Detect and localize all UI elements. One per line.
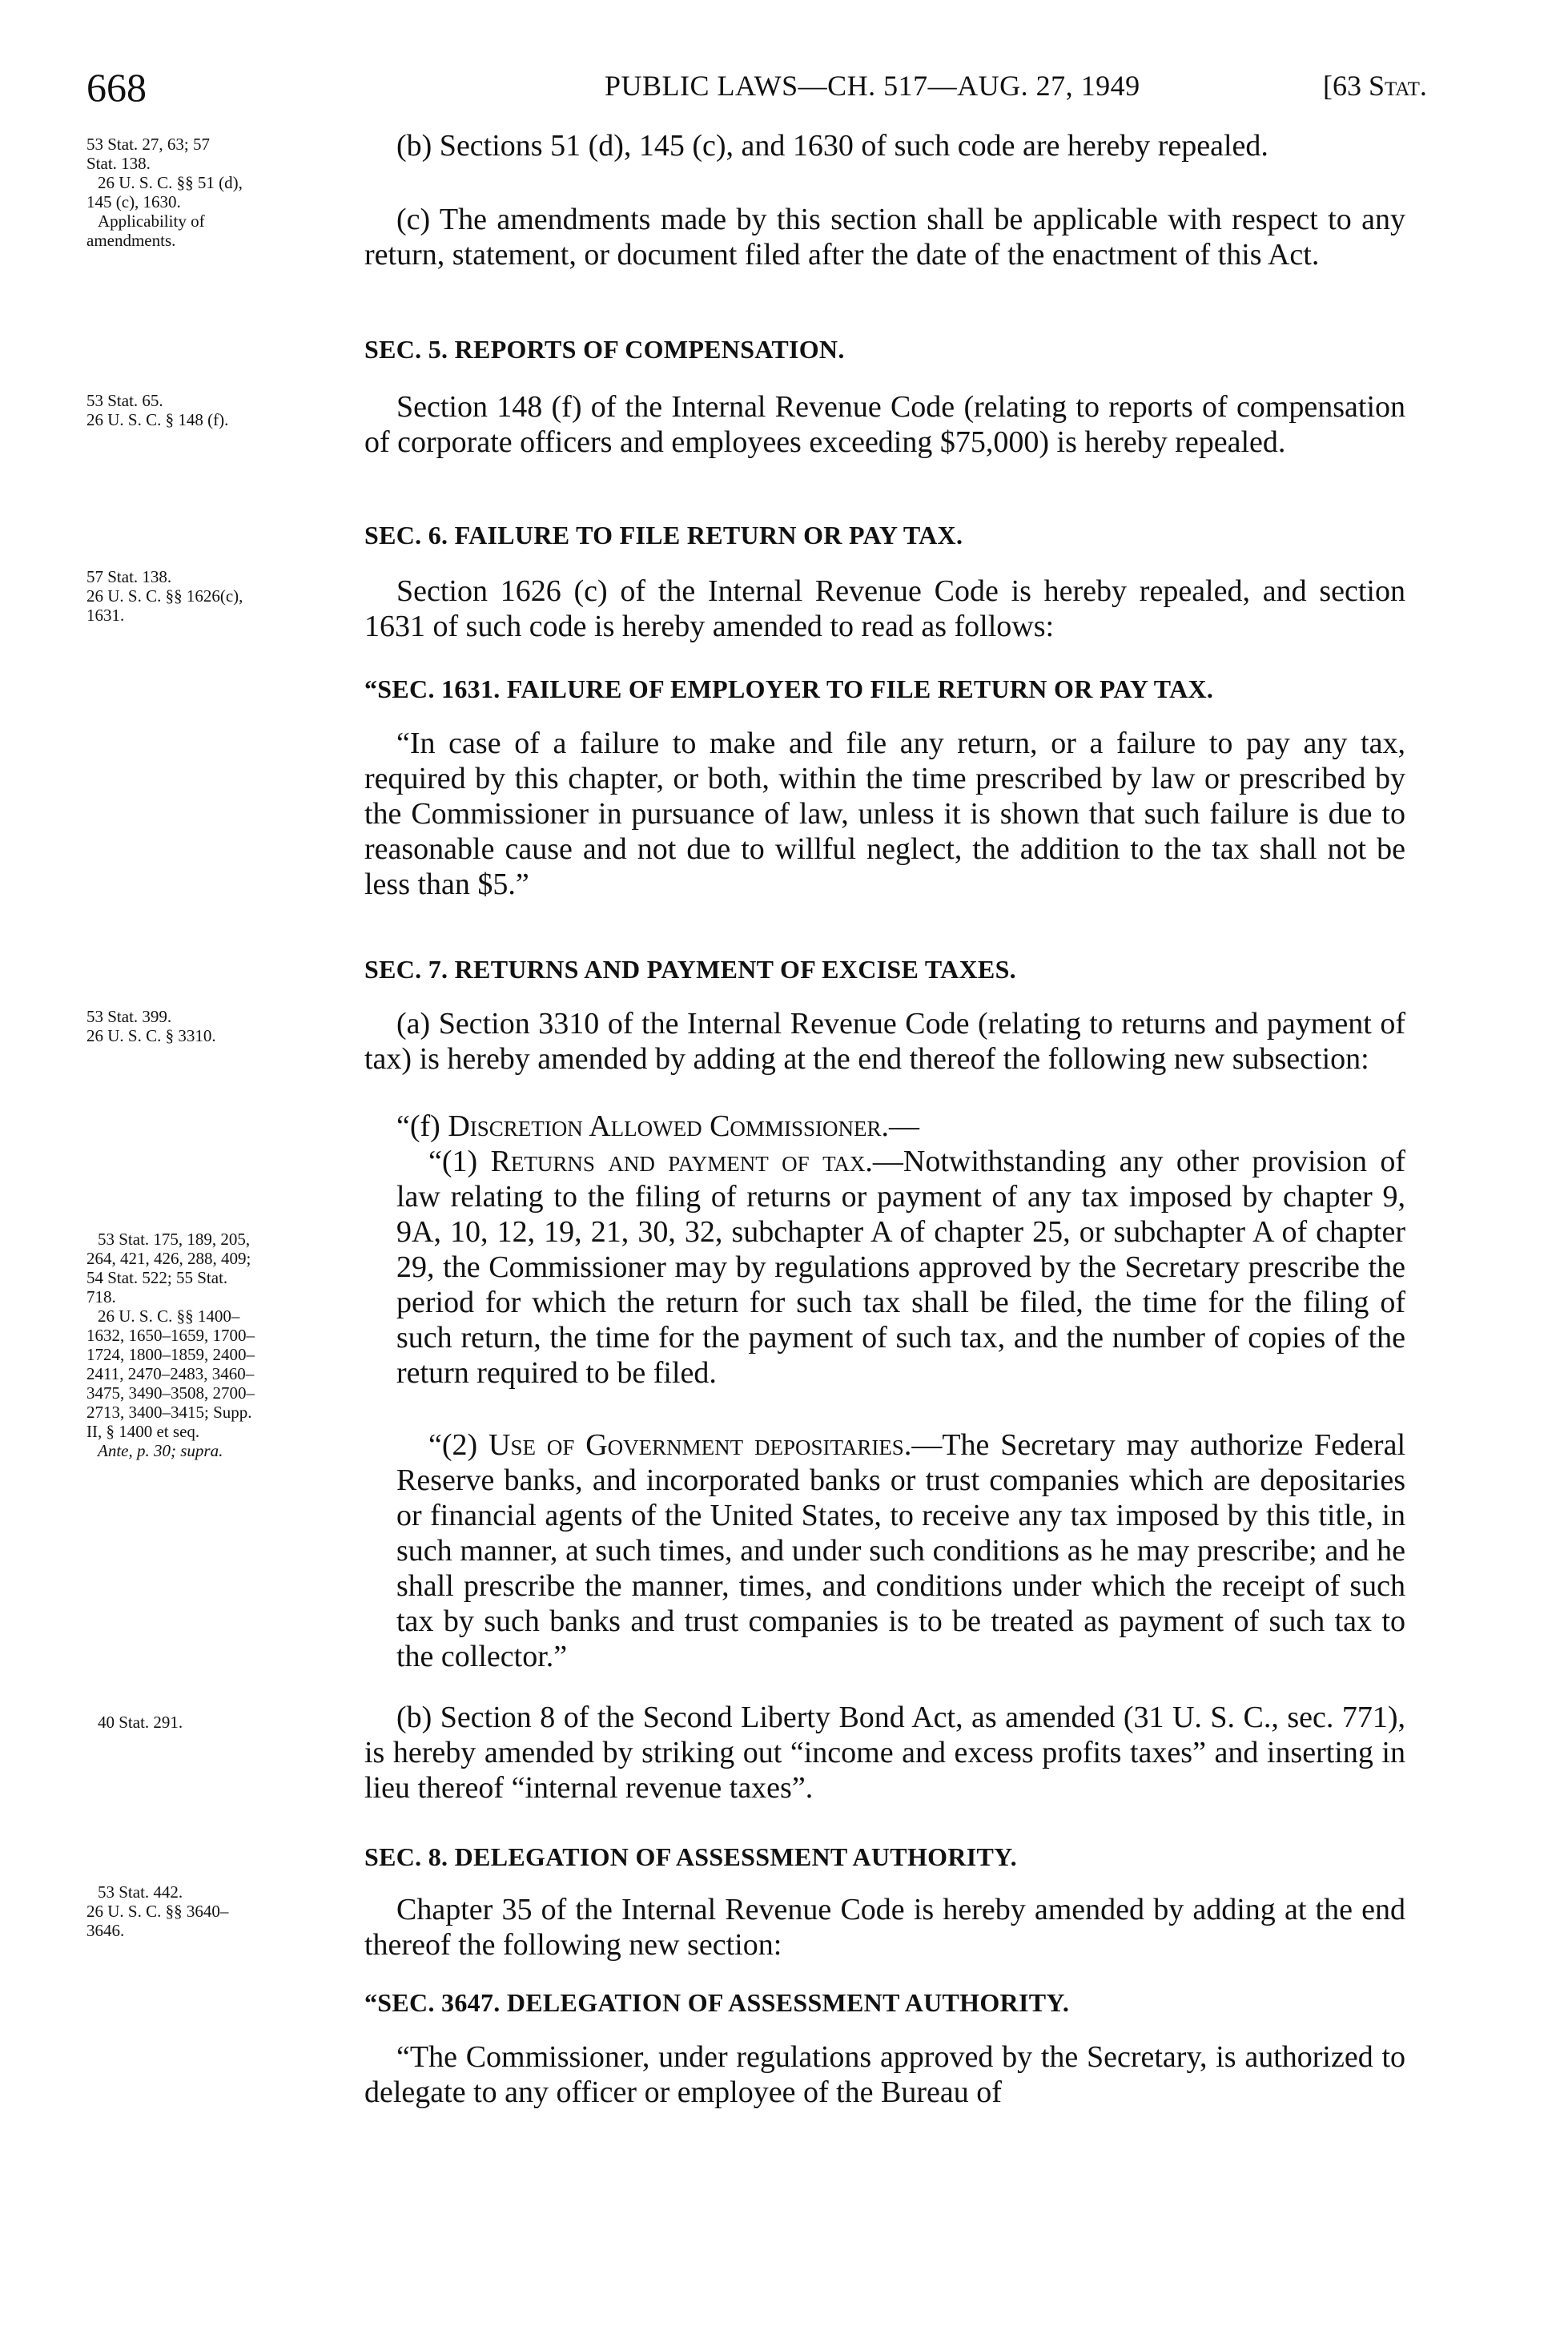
volume-prefix: [63: [1323, 70, 1369, 102]
volume-reference: [1323, 69, 1427, 103]
margin-line: Applicability of: [98, 211, 205, 231]
sec7-f-2-paragraph: [364, 1427, 1405, 1674]
margin-line: 1724, 1800–1859, 2400–: [86, 1345, 255, 1364]
paragraph-text: (b) Section 8 of the Second Liberty Bond Act, as amended (31 U. S. C., sec. 771), is hereby amended by striking out “income and excess profits taxes” and inserting in lieu thereof “internal revenue taxes”.: [364, 1701, 1405, 1805]
sec3647-paragraph: [364, 2039, 1405, 2110]
paragraph-b-repeal: [364, 128, 1405, 163]
paragraph-text: “In case of a failure to make and file any return, or a failure to pay any tax, required by this chapter, or both, within the time prescribed by law or prescribed by the Commissioner in pursuance of law, unless it is shown that such failure is due to reasonable cause and not due to willful neglect, the addition to the tax shall not be less than $5.”: [364, 727, 1405, 901]
running-title: PUBLIC LAWS—CH. 517—AUG. 27, 1949: [605, 70, 1140, 102]
sec8-heading: SEC. 8. DELEGATION OF ASSESSMENT AUTHORITY.: [364, 1842, 1017, 1871]
subsection-1-text: —Notwithstanding any other provision of law relating to the filing of returns or payment of any tax imposed by chapter 9, 9A, 10, 12, 19, 21, 30, 32, subchapter A of chapter 25, or subchapter A of chapter 29, the Commissioner may by regulations approved by the Secretary prescribe the period for which the return for such tax shall be filed, the time for the filing of such return, the time for the payment of such tax, and the number of copies of the return required to be filed.: [396, 1145, 1405, 1390]
subsection-1-prefix: “(1): [428, 1145, 491, 1178]
margin-line: 53 Stat. 175, 189, 205,: [98, 1230, 251, 1249]
paragraph-text: [364, 1144, 1405, 1391]
paragraph-text: Chapter 35 of the Internal Revenue Code is hereby amended by adding at the end thereof the following new section:: [364, 1893, 1405, 1962]
sec6-heading: SEC. 6. FAILURE TO FILE RETURN OR PAY TAX.: [364, 521, 963, 550]
sec7-f-1-paragraph: [364, 1144, 1405, 1391]
margin-line: 3475, 3490–3508, 2700–: [86, 1383, 255, 1403]
sec7-a-paragraph: [364, 1006, 1405, 1077]
margin-line: 26 U. S. C. §§ 3640–: [86, 1902, 229, 1921]
margin-line: 54 Stat. 522; 55 Stat.: [86, 1268, 228, 1287]
margin-note-sec4: [86, 135, 351, 250]
paragraph-text: (a) Section 3310 of the Internal Revenue Code (relating to returns and payment of tax) is hereby amended by adding at the end thereof the following new subsection:: [364, 1007, 1405, 1076]
sec5-heading: SEC. 5. REPORTS OF COMPENSATION.: [364, 335, 845, 364]
paragraph-text: (c) The amendments made by this section shall be applicable with respect to any return, statement, or document filed after the date of the enactment of this Act.: [364, 203, 1405, 272]
sec1631-paragraph: [364, 726, 1405, 902]
margin-line: 26 U. S. C. § 3310.: [86, 1026, 216, 1045]
margin-line: 264, 421, 426, 288, 409;: [86, 1249, 251, 1268]
margin-line: amendments.: [86, 231, 176, 250]
sec8-paragraph: [364, 1892, 1405, 1963]
margin-line: 26 U. S. C. § 148 (f).: [86, 410, 229, 429]
sec3647-heading: “SEC. 3647. DELEGATION OF ASSESSMENT AUTHORITY.: [364, 1988, 1070, 2017]
paragraph-text: (b) Sections 51 (d), 145 (c), and 1630 of such code are hereby repealed.: [396, 129, 1268, 163]
paragraph-text: [364, 1427, 1405, 1674]
subsection-2-text: —The Secretary may authorize Federal Reserve banks, and incorporated banks or trust companies which are depositaries or financial agents of the United States, to receive any tax imposed by this title, in such manner, at such times, and under such conditions as he may prescribe; and he shall prescribe the manner, times, and conditions under which the receipt of such tax by such banks and trust companies is to be treated as payment of such tax to the collector.”: [396, 1428, 1405, 1673]
margin-line: 3646.: [86, 1921, 125, 1940]
paragraph-text: Section 1626 (c) of the Internal Revenue Code is hereby repealed, and section 1631 of such code is hereby amended to read as follows:: [364, 574, 1405, 643]
sec7-b-paragraph: [364, 1700, 1405, 1806]
sec5-paragraph: [364, 389, 1405, 460]
margin-line: 53 Stat. 442.: [98, 1882, 183, 1902]
sec7-f-heading-line: [364, 1109, 1405, 1144]
paragraph-c-applicability: [364, 202, 1405, 272]
margin-note-sec7f: [86, 1230, 351, 1460]
subsection-f-prefix: “(f): [396, 1109, 448, 1143]
subsection-1-heading: Returns and payment of tax.: [490, 1145, 873, 1178]
margin-line: 53 Stat. 65.: [86, 391, 163, 410]
margin-line: 1631.: [86, 606, 125, 625]
margin-line: 40 Stat. 291.: [98, 1713, 183, 1732]
subsection-f-heading: Discretion Allowed Commissioner.—: [448, 1109, 919, 1143]
margin-note-sec6: [86, 567, 351, 625]
margin-note-sec7a: [86, 1007, 351, 1045]
paragraph-text: [364, 1109, 1405, 1144]
subsection-2-heading: Use of Government depositaries.: [488, 1428, 912, 1462]
margin-line: 57 Stat. 138.: [86, 567, 172, 586]
volume-suffix: Stat.: [1369, 70, 1427, 102]
subsection-2-prefix: “(2): [428, 1428, 489, 1462]
margin-note-sec8: [86, 1882, 351, 1940]
margin-line: 2713, 3400–3415; Supp.: [86, 1403, 252, 1422]
margin-line: II, § 1400 et seq.: [86, 1422, 200, 1441]
page-number: 668: [86, 65, 147, 110]
sec6-paragraph: [364, 574, 1405, 644]
margin-line: 145 (c), 1630.: [86, 192, 181, 211]
margin-line: 26 U. S. C. §§ 51 (d),: [98, 173, 243, 192]
paragraph-text: Section 148 (f) of the Internal Revenue Code (relating to reports of compensation of corporate officers and employees exceeding $75,000) is hereby repealed.: [364, 390, 1405, 459]
margin-line: 26 U. S. C. §§ 1400–: [98, 1306, 240, 1326]
margin-line: 53 Stat. 27, 63; 57: [86, 135, 211, 154]
margin-line: 2411, 2470–2483, 3460–: [86, 1364, 255, 1383]
margin-note-sec7b: [86, 1713, 351, 1732]
paragraph-text: “The Commissioner, under regulations approved by the Secretary, is authorized to delegate to any officer or employee of the Bureau of: [364, 2040, 1405, 2109]
margin-line: 26 U. S. C. §§ 1626(c),: [86, 586, 243, 606]
margin-line: 53 Stat. 399.: [86, 1007, 172, 1026]
margin-line: Stat. 138.: [86, 154, 151, 173]
sec1631-heading: “SEC. 1631. FAILURE OF EMPLOYER TO FILE RETURN OR PAY TAX.: [364, 674, 1214, 703]
margin-note-sec5: [86, 391, 351, 429]
margin-line: 1632, 1650–1659, 1700–: [86, 1326, 255, 1345]
margin-line: Ante, p. 30; supra.: [98, 1441, 223, 1460]
sec7-heading: SEC. 7. RETURNS AND PAYMENT OF EXCISE TAXES.: [364, 955, 1016, 984]
margin-line: 718.: [86, 1287, 116, 1306]
